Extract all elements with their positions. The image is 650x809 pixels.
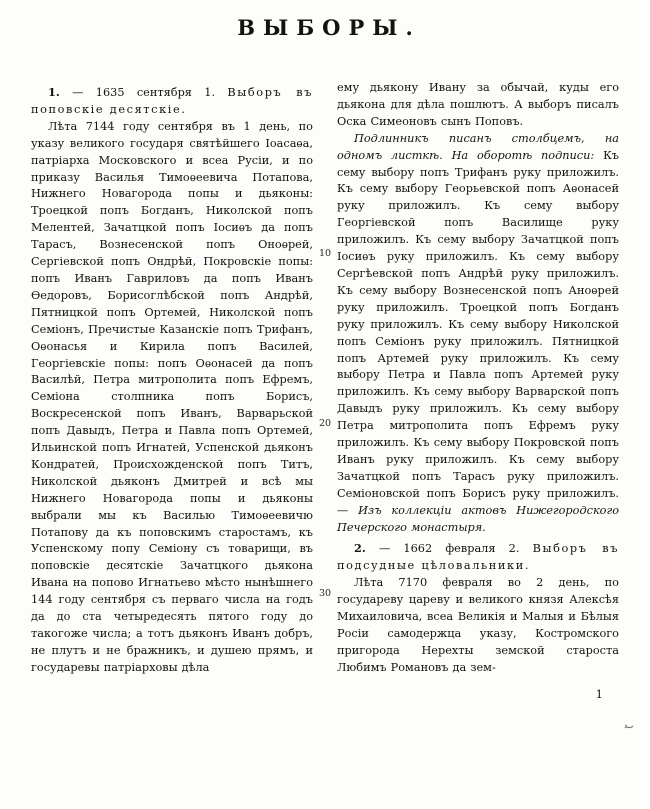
page-title: ВЫБОРЫ. — [237, 15, 421, 40]
entry-2-body: Лѣта 7170 февраля во 2 день, по государеву цареву и великого князя Алексѣя Михаиловича, всеа Великія и Малыя и Бѣлыя Росіи самодержца указу, Костромского пригорода Нерехты земской староста Любимъ Романовъ да зем- — [337, 576, 619, 674]
entry-1-body: Лѣта 7144 году сентября въ 1 день, по указу великого государя святѣйшего Іоасаѳа, патріарха Московского и всеа Русіи, и по приказу Василья Тимоѳеевича Потапова, Нижнего Новагорода попы и дьяконы: Троецкой попъ Богданъ, Николской попъ Мелентей, Зачатцкой попъ Іосиѳъ да попъ Тарасъ, Вознесенской попъ Оноѳрей, Сергіевской попъ Ондрѣй, Покровскіе попы: попъ Иванъ Гавриловъ да попъ Иванъ Ѳедоровъ, Борисоглѣбской попъ Андрѣй, Пятницкой попъ Ортемей, Николской попъ Семіонъ, Пречистые Казанскіе попъ Трифанъ, Оѳонасья и Кирила попъ Василей, Георгіевскіе попы: попъ Оѳонасей да попъ Василѣй, Петра митрополита попъ Ефремъ, Семіона столпника попъ Борисъ, Воскресенской попъ Иванъ, Варварьской попъ Давыдъ, Петра и Павла попъ Ортемей, Ильинской попъ Игнатей, Успенской дьяконъ Кондратей, Происхожденской попъ Титъ, Николской дьяконъ Дмитрей и всѣ мы Нижнего Новагорода попы и дьяконы выбрали мы къ Василью Тимоѳеевичю Потапову да къ поповскимъ старостамъ, къ Успенскому попу Семіону съ товарищи, въ поповскіе десятскіе Зачатцкого дьякона Ивана на попово Игнатьево мѣсто нынѣшнего 144 году сентября съ перваго числа на годъ да до ста четыредесять пятого году до такогоже числа; а тотъ дьяконъ Иванъ добръ, не плутъ и не бражникъ, и душею прямъ, и государевы патріарховы дѣла — [31, 119, 313, 674]
entry-1-title: Выборъ въ поповскіе десятскіе. — [31, 86, 314, 116]
entry-2-heading — [337, 540, 619, 575]
page-number: 1 — [595, 686, 603, 701]
entry-2-title: Выборъ въ подсудные цѣловальники. — [337, 542, 619, 573]
line-marker-10: 10 — [318, 248, 332, 259]
text-columns — [31, 80, 619, 701]
entry-1-heading — [31, 84, 313, 119]
right-column — [337, 80, 619, 701]
entry-2-number: 2. — [354, 541, 366, 556]
entry-1-date: — 1635 сентября 1. — [59, 86, 228, 99]
signatures-text: Къ сему выбору попъ Трифанъ руку приложилъ. Къ сему выбору Георьевской попъ Аѳонасей руку приложилъ. Къ сему выбору Георгіевской попъ Василище руку приложилъ. Къ сему выбору Зачатцкой попъ Іосиѳъ руку приложилъ. Къ сему выбору Сергѣевской попъ Андрѣй руку приложилъ. Къ сему выбору Вознесенской попъ Аноѳрей руку приложилъ. Троецкой попъ Богданъ руку приложилъ. Къ сему выбору Николской попъ Семіонъ руку приложилъ. Пятницкой попъ Артемей руку приложилъ. Къ сему выбору Петра и Павла попъ Артемей руку приложилъ. Къ сему выбору Варварской попъ Давыдъ руку приложилъ. Къ сему выбору Петра митрополита попъ Ефремъ руку приложилъ. Къ сему выбору Покровской попъ Иванъ руку приложилъ. Къ сему выбору Зачатцкой попъ Тарасъ руку приложилъ. Семіоновской попъ Борисъ руку приложилъ. — — [337, 148, 619, 517]
entry-1-body-continuation: ему дьякону Ивану за обычай, куды его дьякона для дѣла пошлютъ. А выборъ писалъ Оска Симеоновъ сынъ Поповъ. — [337, 81, 619, 128]
left-column — [31, 80, 313, 701]
note-source-italic: Изъ коллекціи актовъ Нижегородского Печерского монастыря. — [337, 503, 619, 534]
entry-1-archival-note — [337, 131, 619, 537]
line-number-gutter — [313, 80, 337, 660]
line-marker-20: 20 — [318, 418, 332, 429]
line-marker-30: 30 — [318, 588, 332, 599]
note-lead-italic: Подлинникъ писанъ столбцемъ, на одномъ листкѣ. На оборотѣ подписи: — [337, 131, 619, 162]
entry-2-date: — 1662 февраля 2. — [365, 542, 533, 556]
entry-1-number: 1. — [48, 85, 60, 99]
printer-mark-icon — [624, 722, 634, 732]
